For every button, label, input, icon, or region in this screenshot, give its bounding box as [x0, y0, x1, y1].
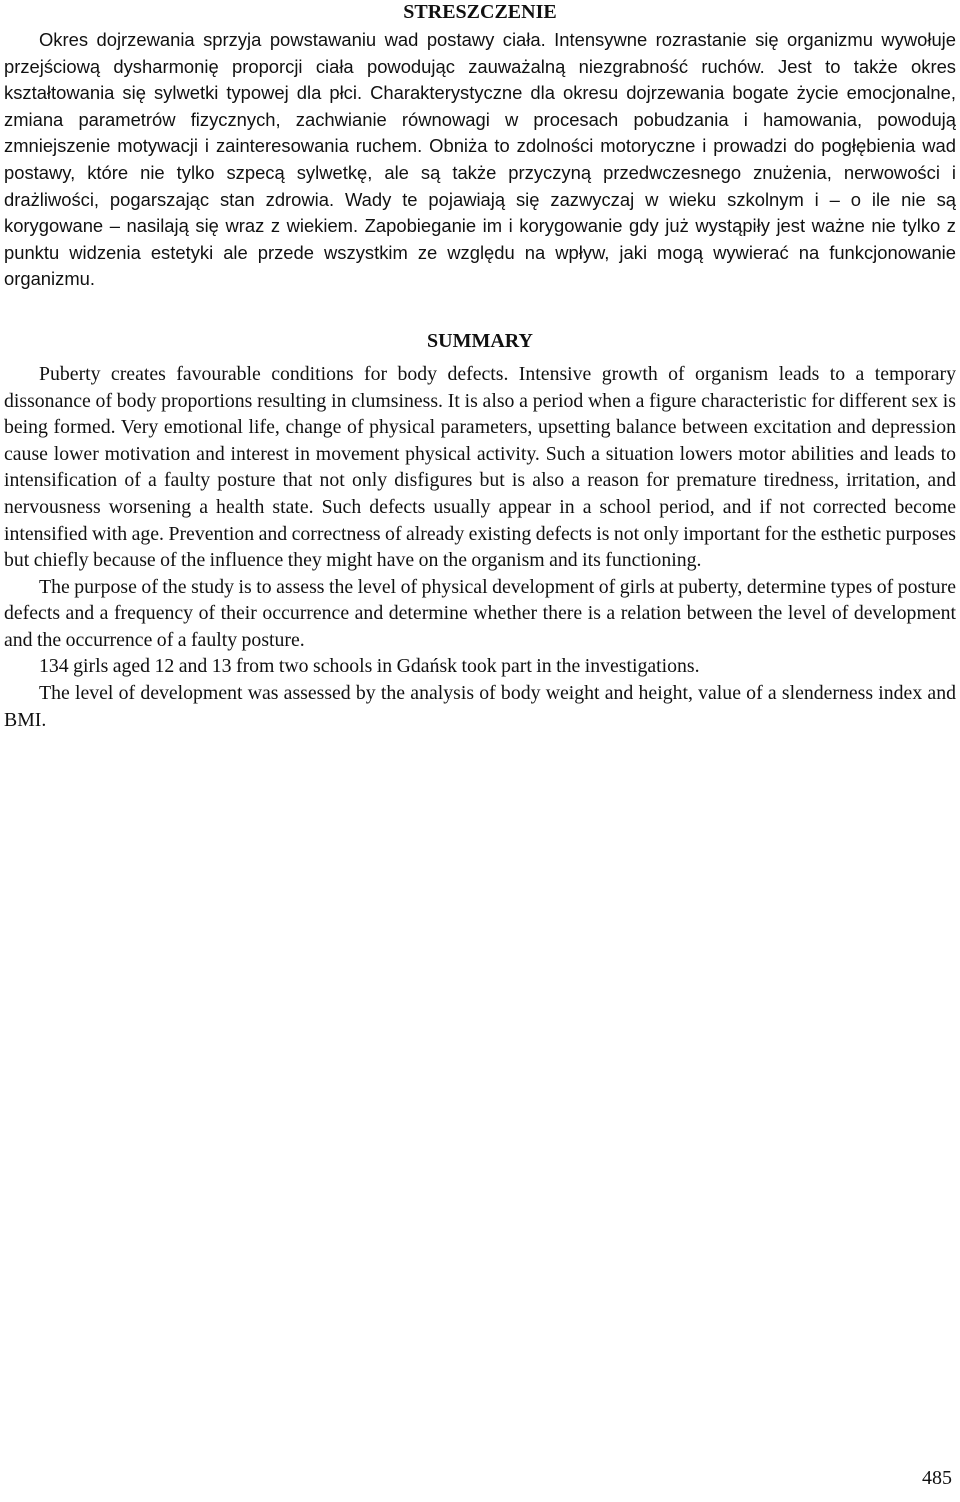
page-content [4, 0, 956, 733]
summary-paragraph-2: The purpose of the study is to assess the level of physical development of girls at puberty, determine types of posture defects and a frequency of their occurrence and determine whether there is a relation between the level of development and the occurrence of a faulty posture. [4, 575, 956, 651]
summary-paragraph-3: 134 girls aged 12 and 13 from two schools in Gdańsk took part in the investigations. [39, 655, 700, 678]
summary-paragraph-4: The level of development was assessed by the analysis of body weight and height, value of a slenderness index and BMI. [4, 682, 956, 731]
summary-paragraph-1: Puberty creates favourable conditions for body defects. Intensive growth of organism leads to a temporary dissonance of body proportions resulting in clumsiness. It is also a period when a figure characteristic for different sex is being formed. Very emotional life, change of physical parameters, upsetting balance between excitation and depression cause lower motivation and interest in movement physical activity. Such a situation lowers motor abilities and leads to intensification of a faulty posture that not only disfigures but is also a reason for premature tiredness, irritation, and nervousness worsening a health state. Such defects usually appear in a school period, and if not corrected become intensified with age. Prevention and correctness of already existing defects is not only important for the esthetic purposes but chiefly because of the influence they might have on the organism and its functioning. [4, 362, 956, 572]
streszczenie-paragraph: Okres dojrzewania sprzyja powstawaniu wad postawy ciała. Intensywne rozrastanie się organizmu wywołuje przejściową dysharmonię proporcji ciała powodując zauważalną niezgrabność ruchów. Jest to także okres kształtowania się sylwetki typowej dla płci. Charakterystyczne dla okresu dojrzewania bogate życie emocjonalne, zmiana parametrów fizycznych, zachwianie równowagi w procesach pobudzania i hamowania, powodują zmniejszenie motywacji i zainteresowania ruchem. Obniża to zdolności motoryczne i prowadzi do pogłębienia wad postawy, które nie tylko szpecą sylwetkę, ale są także przyczyną przedwczesnego znużenia, nerwowości i drażliwości, pogarszając stan zdrowia. Wady te pojawiają się zazwyczaj w wieku szkolnym i – o ile nie są korygowane – nasilają się wraz z wiekiem. Zapobieganie im i korygowanie gdy już wystąpiły jest ważne nie tylko z punktu widzenia estetyki ale przede wszystkim ze względu na wpływ, jaki mogą wywierać na funkcjonowanie organizmu. [4, 29, 956, 290]
page-number: 485 [922, 1467, 952, 1489]
streszczenie-heading: STRESZCZENIE [403, 1, 557, 23]
summary-heading: SUMMARY [427, 329, 533, 352]
